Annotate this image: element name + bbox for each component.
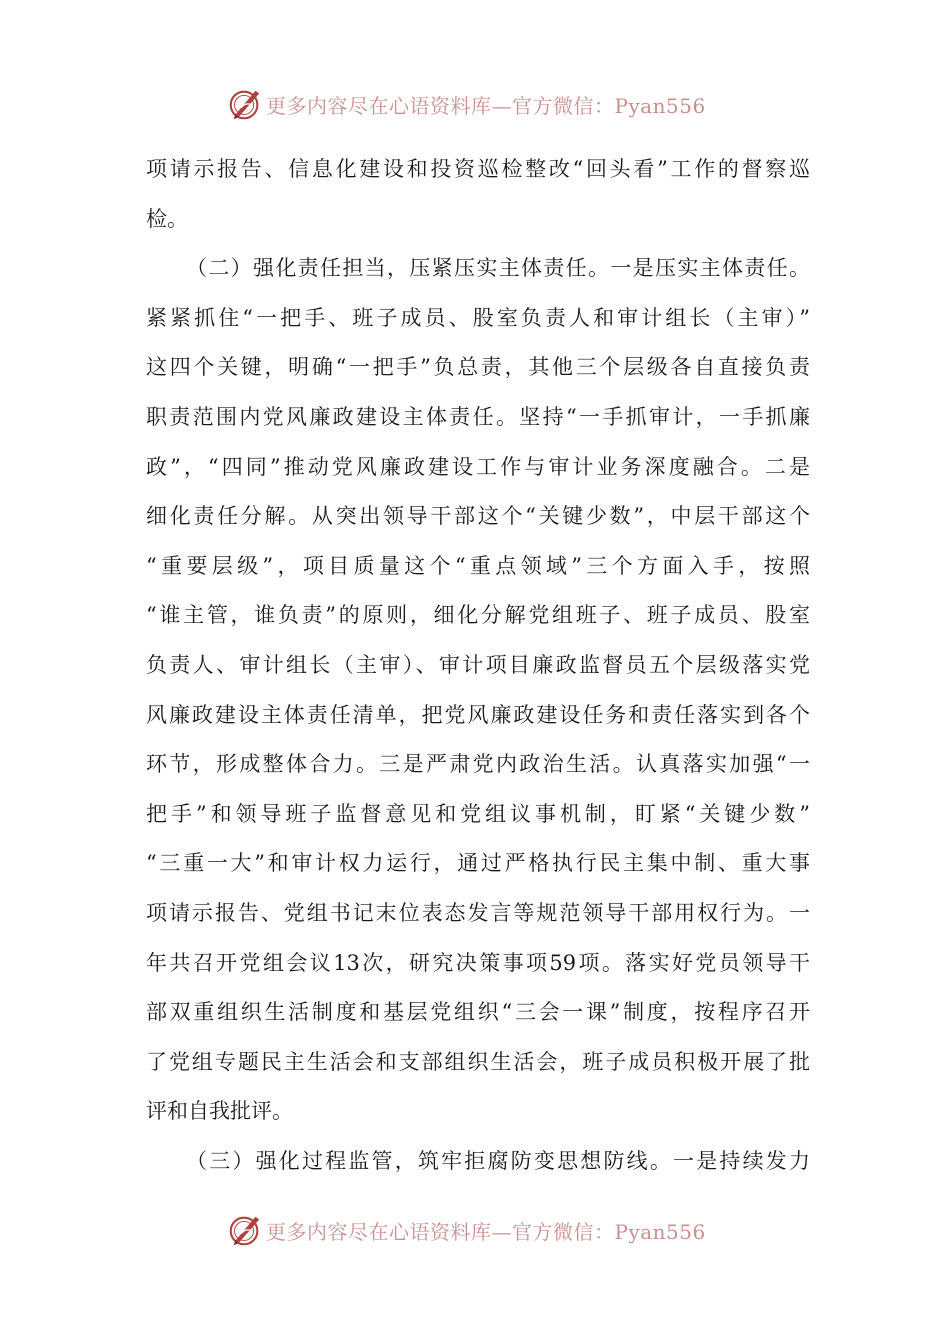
header-banner: [226, 84, 706, 124]
text-line: 了党组专题民主生活会和支部组织生活会，班子成员积极开展了批: [146, 1049, 810, 1074]
text-line: 政”，“四同”推动党风廉政建设工作与审计业务深度融合。二是: [146, 454, 810, 479]
text-line: “谁主管，谁负责”的原则，细化分解党组班子、班子成员、股室: [146, 603, 810, 628]
text-line: 评和自我批评。: [146, 1099, 293, 1124]
text-line: 环节，形成整体合力。三是严肃党内政治生活。认真落实加强“一: [146, 752, 810, 777]
text-line: 风廉政建设主体责任清单，把党风廉政建设任务和责任落实到各个: [146, 702, 810, 727]
text-line: “重要层级”，项目质量这个“重点领域”三个方面入手，按照: [146, 553, 810, 578]
text-line: 部双重组织生活制度和基层党组织“三会一课”制度，按程序召开: [146, 1000, 810, 1025]
document-body: [146, 145, 810, 1186]
text-line: 年共召开党组会议13次，研究决策事项59项。落实好党员领导干: [146, 950, 810, 975]
section-heading-line: （三）强化过程监管，筑牢拒腐防变思想防线。一是持续发力: [186, 1148, 810, 1173]
banner-text: 更多内容尽在心语资料库—官方微信：Pyan556: [266, 1219, 706, 1244]
section-heading-line: （二）强化责任担当，压紧压实主体责任。一是压实主体责任。: [186, 256, 810, 281]
text-line: 这四个关键，明确“一把手”负总责，其他三个层级各自直接负责: [146, 355, 810, 380]
text-line: 项请示报告、信息化建设和投资巡检整改“回头看”工作的督察巡: [146, 157, 810, 181]
text-line: 细化责任分解。从突出领导干部这个“关键少数”，中层干部这个: [146, 504, 810, 529]
text-line: 检。: [146, 206, 188, 231]
pen-circle-logo-icon: [226, 85, 264, 123]
text-line: 职责范围内党风廉政建设主体责任。坚持“一手抓审计，一手抓廉: [146, 404, 810, 429]
text-line: 项请示报告、党组书记末位表态发言等规范领导干部用权行为。一: [146, 900, 810, 925]
footer-banner: [226, 1210, 706, 1250]
text-line: 把手”和领导班子监督意见和党组议事机制，盯紧“关键少数”: [146, 801, 810, 826]
text-line: “三重一大”和审计权力运行，通过严格执行民主集中制、重大事: [146, 851, 810, 876]
text-line: 紧紧抓住“一把手、班子成员、股室负责人和审计组长（主审）”: [146, 305, 810, 330]
pen-circle-logo-icon: [226, 1211, 264, 1249]
text-line: 负责人、审计组长（主审）、审计项目廉政监督员五个层级落实党: [146, 652, 810, 677]
banner-text: 更多内容尽在心语资料库—官方微信：Pyan556: [266, 93, 706, 118]
